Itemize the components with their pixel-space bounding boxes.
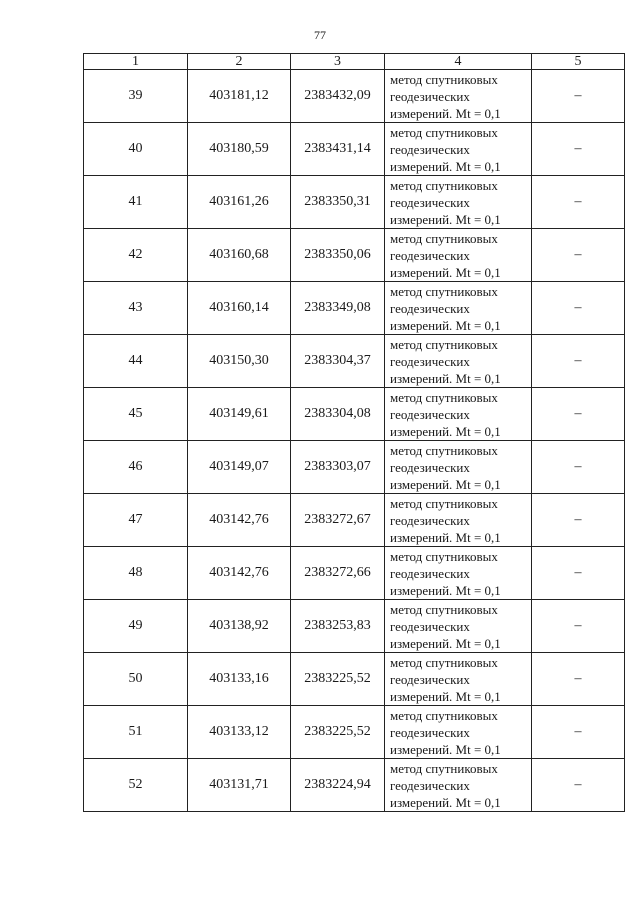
method-line-3: измерений. Mt = 0,1 (390, 105, 501, 121)
method-line-2: геодезических (390, 406, 470, 422)
method-cell (385, 600, 532, 653)
coordinate-x-cell: 403160,68 (188, 229, 291, 282)
method-line-3: измерений. Mt = 0,1 (390, 264, 501, 280)
method-line-1: метод спутниковых (390, 601, 498, 617)
note-cell: – (532, 70, 625, 123)
note-cell: – (532, 335, 625, 388)
table-row (84, 70, 625, 123)
table-row (84, 706, 625, 759)
coordinate-y-cell: 2383350,06 (291, 229, 385, 282)
coordinate-y-cell: 2383253,83 (291, 600, 385, 653)
table-header (84, 54, 625, 70)
note-cell: – (532, 547, 625, 600)
method-line-2: геодезических (390, 671, 470, 687)
coordinate-y-cell: 2383304,08 (291, 388, 385, 441)
method-line-1: метод спутниковых (390, 124, 498, 140)
point-number-cell: 47 (84, 494, 188, 547)
method-line-3: измерений. Mt = 0,1 (390, 211, 501, 227)
point-number-cell: 44 (84, 335, 188, 388)
method-cell (385, 229, 532, 282)
note-cell: – (532, 653, 625, 706)
coordinate-y-cell: 2383304,37 (291, 335, 385, 388)
header-col-5: 5 (532, 54, 625, 70)
method-line-3: измерений. Mt = 0,1 (390, 529, 501, 545)
method-line-1: метод спутниковых (390, 177, 498, 193)
coordinate-x-cell: 403142,76 (188, 494, 291, 547)
note-cell: – (532, 600, 625, 653)
point-number-cell: 51 (84, 706, 188, 759)
method-line-1: метод спутниковых (390, 495, 498, 511)
coordinate-y-cell: 2383272,67 (291, 494, 385, 547)
coordinate-x-cell: 403181,12 (188, 70, 291, 123)
point-number-cell: 41 (84, 176, 188, 229)
method-line-1: метод спутниковых (390, 760, 498, 776)
note-cell: – (532, 229, 625, 282)
coordinate-y-cell: 2383303,07 (291, 441, 385, 494)
method-line-2: геодезических (390, 353, 470, 369)
note-cell: – (532, 494, 625, 547)
coordinates-table (83, 53, 625, 812)
method-line-2: геодезических (390, 194, 470, 210)
method-cell (385, 759, 532, 812)
method-line-1: метод спутниковых (390, 707, 498, 723)
note-cell: – (532, 123, 625, 176)
method-line-3: измерений. Mt = 0,1 (390, 688, 501, 704)
method-line-3: измерений. Mt = 0,1 (390, 794, 501, 810)
method-line-1: метод спутниковых (390, 283, 498, 299)
method-line-2: геодезических (390, 618, 470, 634)
coordinate-y-cell: 2383432,09 (291, 70, 385, 123)
coordinate-y-cell: 2383272,66 (291, 547, 385, 600)
coordinate-x-cell: 403133,16 (188, 653, 291, 706)
point-number-cell: 39 (84, 70, 188, 123)
table-row (84, 600, 625, 653)
method-cell (385, 706, 532, 759)
point-number-cell: 40 (84, 123, 188, 176)
method-cell (385, 123, 532, 176)
coordinate-x-cell: 403150,30 (188, 335, 291, 388)
method-line-2: геодезических (390, 247, 470, 263)
table-row (84, 494, 625, 547)
coordinate-x-cell: 403149,07 (188, 441, 291, 494)
method-line-2: геодезических (390, 565, 470, 581)
point-number-cell: 52 (84, 759, 188, 812)
point-number-cell: 42 (84, 229, 188, 282)
coordinate-x-cell: 403161,26 (188, 176, 291, 229)
method-cell (385, 653, 532, 706)
coordinate-x-cell: 403142,76 (188, 547, 291, 600)
coordinate-y-cell: 2383350,31 (291, 176, 385, 229)
method-line-2: геодезических (390, 300, 470, 316)
note-cell: – (532, 759, 625, 812)
coordinate-x-cell: 403133,12 (188, 706, 291, 759)
coordinate-x-cell: 403149,61 (188, 388, 291, 441)
coordinate-x-cell: 403160,14 (188, 282, 291, 335)
coordinate-x-cell: 403131,71 (188, 759, 291, 812)
method-line-3: измерений. Mt = 0,1 (390, 635, 501, 651)
method-line-3: измерений. Mt = 0,1 (390, 370, 501, 386)
note-cell: – (532, 282, 625, 335)
method-cell (385, 335, 532, 388)
point-number-cell: 46 (84, 441, 188, 494)
method-line-1: метод спутниковых (390, 71, 498, 87)
table-row (84, 229, 625, 282)
table-row (84, 388, 625, 441)
header-col-4: 4 (385, 54, 532, 70)
method-line-3: измерений. Mt = 0,1 (390, 158, 501, 174)
note-cell: – (532, 388, 625, 441)
method-line-2: геодезических (390, 88, 470, 104)
method-cell (385, 176, 532, 229)
table-row (84, 653, 625, 706)
note-cell: – (532, 441, 625, 494)
header-col-3: 3 (291, 54, 385, 70)
table-row (84, 441, 625, 494)
method-cell (385, 441, 532, 494)
coordinate-y-cell: 2383224,94 (291, 759, 385, 812)
method-line-1: метод спутниковых (390, 654, 498, 670)
method-line-2: геодезических (390, 777, 470, 793)
method-line-1: метод спутниковых (390, 442, 498, 458)
note-cell: – (532, 706, 625, 759)
point-number-cell: 50 (84, 653, 188, 706)
point-number-cell: 49 (84, 600, 188, 653)
table-row (84, 123, 625, 176)
method-line-1: метод спутниковых (390, 548, 498, 564)
page-number: 77 (314, 28, 326, 42)
method-line-3: измерений. Mt = 0,1 (390, 476, 501, 492)
method-cell (385, 70, 532, 123)
method-line-3: измерений. Mt = 0,1 (390, 423, 501, 439)
method-line-2: геодезических (390, 141, 470, 157)
table-body (84, 70, 625, 812)
point-number-cell: 48 (84, 547, 188, 600)
method-cell (385, 388, 532, 441)
method-line-2: геодезических (390, 459, 470, 475)
method-line-1: метод спутниковых (390, 336, 498, 352)
method-line-1: метод спутниковых (390, 230, 498, 246)
method-cell (385, 282, 532, 335)
method-line-2: геодезических (390, 512, 470, 528)
header-col-2: 2 (188, 54, 291, 70)
method-line-3: измерений. Mt = 0,1 (390, 317, 501, 333)
coordinate-y-cell: 2383225,52 (291, 706, 385, 759)
table-row (84, 282, 625, 335)
method-line-2: геодезических (390, 724, 470, 740)
header-col-1: 1 (84, 54, 188, 70)
method-cell (385, 494, 532, 547)
note-cell: – (532, 176, 625, 229)
coordinate-y-cell: 2383349,08 (291, 282, 385, 335)
coordinate-x-cell: 403180,59 (188, 123, 291, 176)
coordinate-y-cell: 2383431,14 (291, 123, 385, 176)
table-row (84, 547, 625, 600)
method-line-3: измерений. Mt = 0,1 (390, 741, 501, 757)
method-cell (385, 547, 532, 600)
coordinate-x-cell: 403138,92 (188, 600, 291, 653)
table-row (84, 759, 625, 812)
method-line-3: измерений. Mt = 0,1 (390, 582, 501, 598)
header-row (84, 54, 625, 70)
table-row (84, 176, 625, 229)
method-line-1: метод спутниковых (390, 389, 498, 405)
point-number-cell: 43 (84, 282, 188, 335)
point-number-cell: 45 (84, 388, 188, 441)
table-row (84, 335, 625, 388)
coordinate-y-cell: 2383225,52 (291, 653, 385, 706)
